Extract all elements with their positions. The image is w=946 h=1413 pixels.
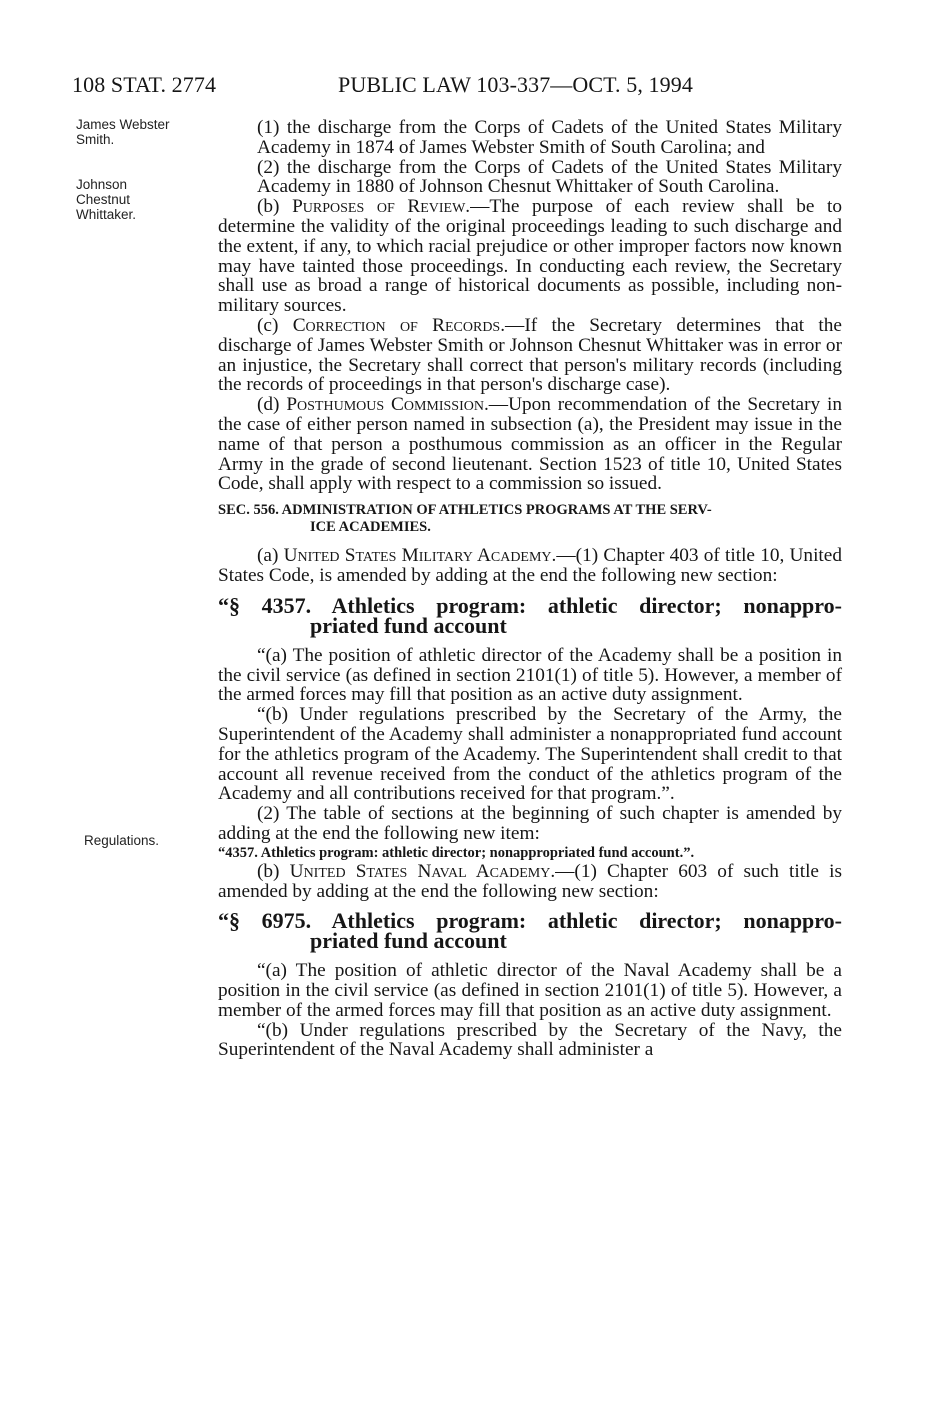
running-head: PUBLIC LAW 103-337—OCT. 5, 1994: [338, 72, 693, 97]
margin-note-regulations: Regulations.: [84, 833, 160, 848]
paragraph-item-1: (1) the discharge from the Corps of Cadets of the United States Military Academy in 1874 of James Webster Smith of South Carolina; and: [257, 117, 842, 158]
subsection-c-correction: (c) Correction of Records.—If the Secretary determines that the discharge of James Webster Smith or Johnson Chesnut Whittaker was in error or an injustice, the Secretary shall correct that person's military records (including the records of proceedings in that person's discharge case).: [218, 314, 842, 396]
subsection-b-naval-academy: (b) United States Naval Academy.—(1) Chapter 603 of such title is amended by adding at the end the following new section:: [218, 860, 843, 902]
section-6975-b: “(b) Under regulations prescribed by the Secretary of the Navy, the Superintendent of the Naval Academy shall administer a: [218, 1019, 842, 1061]
subsection-heading: Correction of Records: [292, 314, 501, 336]
subsection-a-military-academy: (a) United States Military Academy.—(1) Chapter 403 of title 10, United States Code, is amended by adding at the end the following new section:: [218, 545, 842, 586]
subsection-heading: United States Naval Academy: [289, 860, 551, 882]
section-556-heading: SEC. 556. ADMINISTRATION OF ATHLETICS PROGRAMS AT THE SERV- ICE ACADEMIES.: [218, 502, 712, 536]
subsection-heading: Posthumous Commission: [286, 394, 484, 416]
body-text: [218, 118, 842, 1060]
section-4357-a: “(a) The position of athletic director of the Academy shall be a position in the civil service (as defined in section 2101(1) of title 5). However, a member of the armed forces may fill that position as an active duty assignment.: [218, 644, 842, 706]
section-4357-heading: “§ 4357. Athletics program: athletic director; nonappro- priated fund account: [218, 592, 842, 638]
subsection-heading: Purposes of Review: [292, 196, 466, 218]
margin-note-whittaker: Johnson Chestnut Whittaker.: [76, 177, 137, 222]
subsection-b-purposes: (b) Purposes of Review.—The purpose of each review shall be to determine the validity of the original proceedings leading to such discharge and the extent, if any, to which racial prejudice or other improper factors now known may have tainted those proceedings. In conducting each review, the Secretary shall use as broad a range of historical documents as possible, including non-military sources.: [218, 196, 842, 317]
table-of-sections-item: “4357. Athletics program: athletic director; nonappropriated fund account.”.: [218, 844, 695, 861]
section-6975-a: “(a) The position of athletic director of the Naval Academy shall be a position in the civil service (as defined in section 2101(1) of title 5). However, a member of the armed forces may fill that position as an active duty assignment.: [218, 960, 842, 1021]
page-citation: 108 STAT. 2774: [72, 72, 217, 97]
subsection-heading: United States Military Academy: [283, 545, 552, 567]
paragraph-item-2: (2) the discharge from the Corps of Cadets of the United States Military Academy in 1880 of Johnson Chesnut Whittaker of South Carolina.: [257, 156, 842, 198]
paragraph-a2: (2) The table of sections at the beginning of such chapter is amended by adding at the end the following new item:: [218, 803, 842, 844]
section-6975-heading: “§ 6975. Athletics program: athletic director; nonappro- priated fund account: [218, 908, 842, 954]
section-4357-b: “(b) Under regulations prescribed by the Secretary of the Army, the Superintendent of the Academy shall administer a nonappropriated fund account for the athletics program of the Academy. The Superintendent shall credit to that account all revenue received from the conduct of the athletics program of the Academy and all contributions received for that program.”.: [218, 704, 842, 805]
margin-note-smith: James Webster Smith.: [76, 117, 170, 147]
subsection-d-posthumous: (d) Posthumous Commission.—Upon recommendation of the Secretary in the case of either person named in subsection (a), the President may issue in the name of that person a posthumous commission as an officer in the Regular Army in the grade of second lieutenant. Section 1523 of title 10, United States Code, shall apply with respect to a commission so issued.: [218, 394, 842, 495]
